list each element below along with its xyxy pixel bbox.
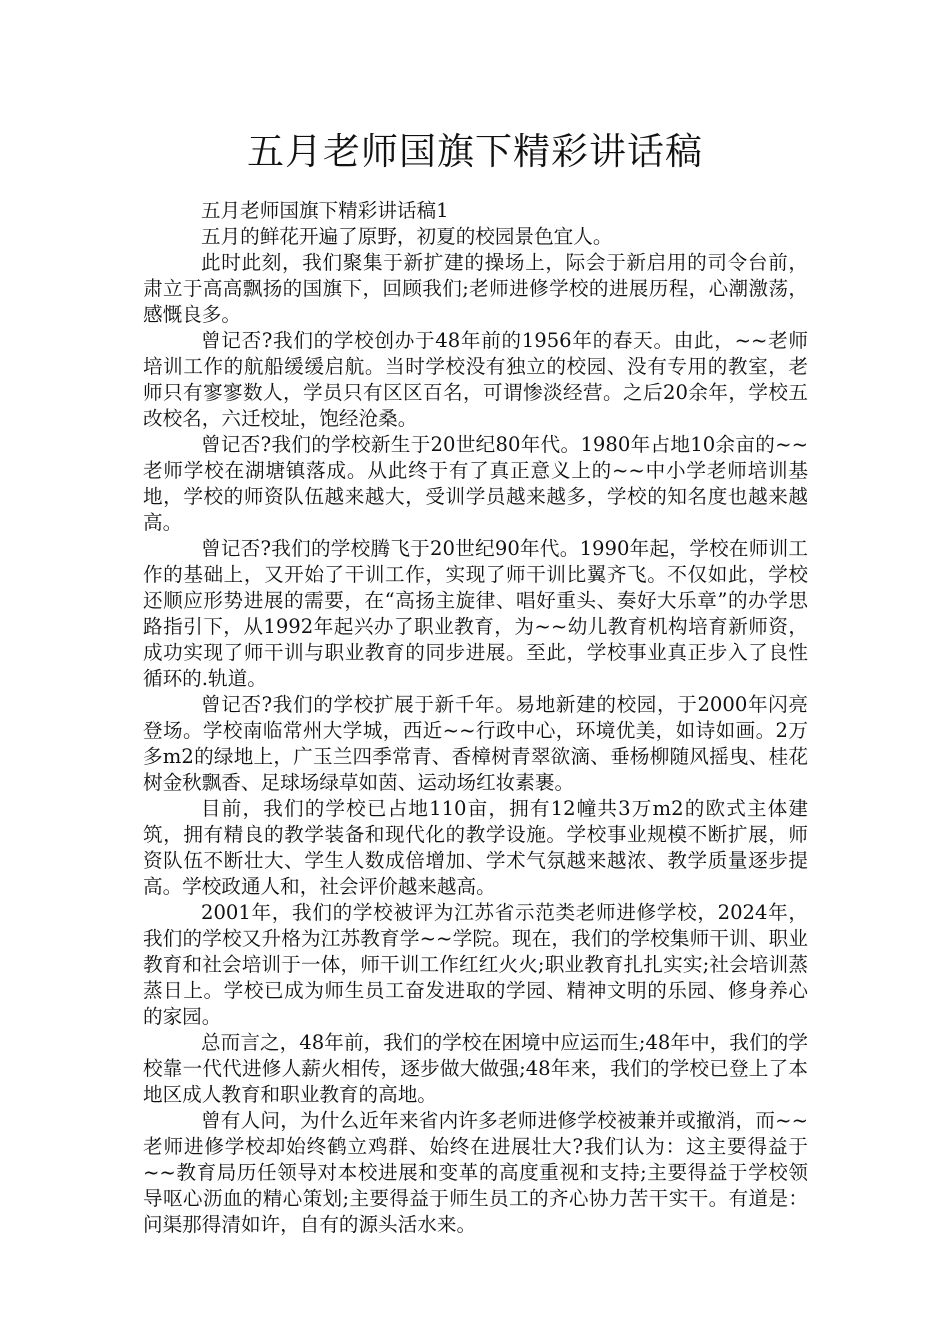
paragraph: 曾记否?我们的学校新生于20世纪80年代。1980年占地10余亩的~~老师学校在湖塘镇落成。从此终于有了真正意义上的~~中小学老师培训基地，学校的师资队伍越来越大，受训学员越来越多，学校的知名度也越来越高。: [143, 433, 808, 534]
document-body: [143, 198, 808, 1238]
paragraph: 曾记否?我们的学校腾飞于20世纪90年代。1990年起，学校在师训工作的基础上，又开始了干训工作，实现了师干训比翼齐飞。不仅如此，学校还顺应形势进展的需要，在“高扬主旋律、唱好重头、奏好大乐章”的办学思路指引下，从1992年起兴办了职业教育，为~~幼儿教育机构培育新师资，成功实现了师干训与职业教育的同步进展。至此，学校事业真正步入了良性循环的.轨道。: [143, 537, 808, 690]
paragraph: 曾有人问，为什么近年来省内许多老师进修学校被兼并或撤消，而~~老师进修学校却始终鹤立鸡群、始终在进展壮大?我们认为：这主要得益于~~教育局历任领导对本校进展和变革的高度重视和支持;主要得益于学校领导呕心沥血的精心策划;主要得益于师生员工的齐心协力苦干实干。有道是：问渠那得清如许，自有的源头活水来。: [143, 1109, 808, 1236]
paragraph-heading: 五月老师国旗下精彩讲话稿1: [201, 199, 449, 222]
paragraph: 总而言之，48年前，我们的学校在困境中应运而生;48年中，我们的学校靠一代代进修人薪火相传，逐步做大做强;48年来，我们的学校已登上了本地区成人教育和职业教育的高地。: [143, 1031, 808, 1106]
paragraph: 曾记否?我们的学校扩展于新千年。易地新建的校园，于2000年闪亮登场。学校南临常州大学城，西近~~行政中心，环境优美，如诗如画。2万多m2的绿地上，广玉兰四季常青、香樟树青翠欲滴、垂杨柳随风摇曳、桂花树金秋飘香、足球场绿草如茵、运动场红妆素裹。: [143, 693, 808, 794]
paragraph: 曾记否?我们的学校创办于48年前的1956年的春天。由此，~~老师培训工作的航船缓缓启航。当时学校没有独立的校园、没有专用的教室，老师只有寥寥数人，学员只有区区百名，可谓惨淡经营。之后20余年，学校五改校名，六迁校址，饱经沧桑。: [143, 329, 808, 430]
paragraph: 五月的鲜花开遍了原野，初夏的校园景色宜人。: [201, 225, 613, 248]
paragraph: 此时此刻，我们聚集于新扩建的操场上，际会于新启用的司令台前，肃立于高高飘扬的国旗下，回顾我们;老师进修学校的进展历程，心潮激荡，感慨良多。: [143, 251, 808, 326]
paragraph: 目前，我们的学校已占地110亩，拥有12幢共3万m2的欧式主体建筑，拥有精良的教学装备和现代化的教学设施。学校事业规模不断扩展，师资队伍不断壮大、学生人数成倍增加、学术气氛越来越浓、教学质量逐步提高。学校政通人和，社会评价越来越高。: [143, 797, 808, 898]
document-title: 五月老师国旗下精彩讲话稿: [247, 130, 703, 173]
paragraph: 2001年，我们的学校被评为江苏省示范类老师进修学校，2024年，我们的学校又升格为江苏教育学~~学院。现在，我们的学校集师干训、职业教育和社会培训于一体，师干训工作红红火火;职业教育扎扎实实;社会培训蒸蒸日上。学校已成为师生员工奋发进取的学园、精神文明的乐园、修身养心的家园。: [143, 901, 808, 1028]
